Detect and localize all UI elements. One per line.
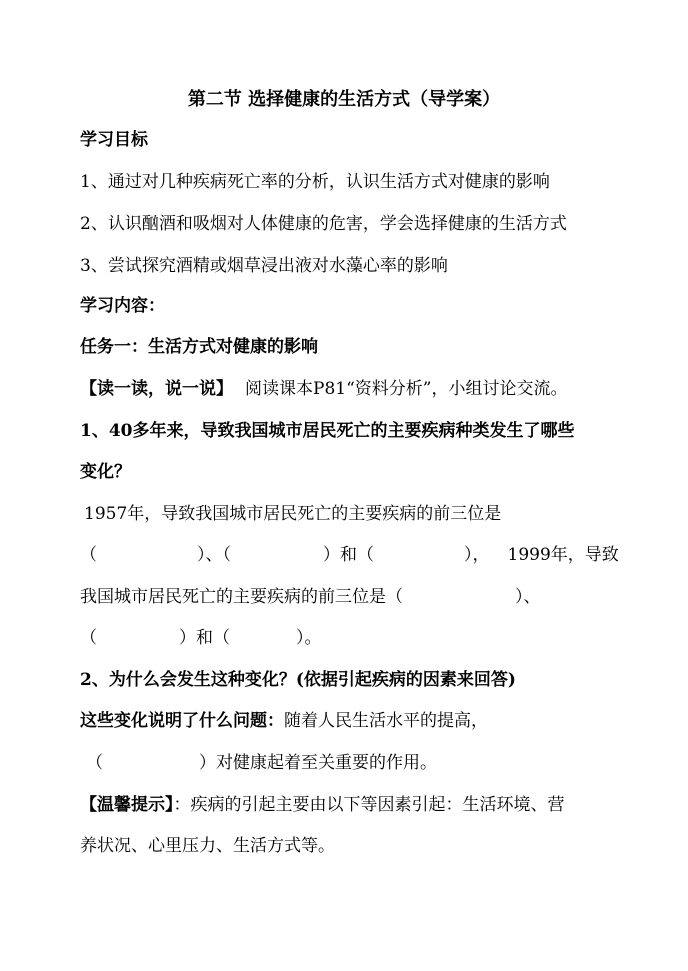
explain-line-1 xyxy=(80,709,620,733)
tip-line-2: 养状况、心里压力、生活方式等。 xyxy=(80,836,335,856)
question-2: 2、为什么会发生这种变化？(依据引起疾病的因素来回答) xyxy=(80,670,516,690)
question-1-line-2: 变化？ xyxy=(80,462,131,482)
answer-1-line-3 xyxy=(80,585,620,609)
read-tag: 【读一读，说一说】 xyxy=(80,379,233,399)
blank-sep-4: ）、 xyxy=(515,587,541,607)
objective-item-1: 1、通过对几种疾病死亡率的分析，认识生活方式对健康的影响 xyxy=(80,172,550,192)
tip-tag: 【温馨提示】 xyxy=(80,795,174,815)
tip-line-1 xyxy=(80,793,620,817)
blank-close-6: ）。 xyxy=(296,628,322,648)
objectives-heading: 学习目标 xyxy=(80,130,148,150)
answer-1-text-3: 我国城市居民死亡的主要疾病的前三位是（ xyxy=(80,587,403,607)
explain-text: 随着人民生活水平的提高， xyxy=(284,711,488,731)
answer-1-text-1: 1957年，导致我国城市居民死亡的主要疾病的前三位是 xyxy=(84,504,502,524)
page-title: 第二节 选择健康的生活方式（导学案） xyxy=(187,89,501,110)
blank-sep-1: ）、（ xyxy=(197,545,231,565)
task1-heading: 任务一：生活方式对健康的影响 xyxy=(80,337,318,357)
blank-open-5: （ xyxy=(80,628,97,648)
answer-1-line-2 xyxy=(80,543,620,567)
answer-1-line-4 xyxy=(80,626,620,650)
blank-open-1: （ xyxy=(80,545,97,565)
blank-sep-2: ）和（ xyxy=(323,545,374,565)
question-1-line-1: 1、40多年来，导致我国城市居民死亡的主要疾病种类发生了哪些 xyxy=(80,421,575,441)
read-text: 阅读课本P81“资料分析”，小组讨论交流。 xyxy=(245,379,568,399)
tip-text: ：疾病的引起主要由以下等因素引起：生活环境、营 xyxy=(173,795,565,815)
answer-1-text-2: 1999年，导致 xyxy=(507,545,619,565)
explain-text-2: ）对健康起着至关重要的作用。 xyxy=(199,753,437,773)
explain-line-2 xyxy=(80,751,620,775)
content-heading: 学习内容： xyxy=(80,296,165,316)
blank-open-7: （ xyxy=(86,753,103,773)
blank-close-3: ）， xyxy=(464,545,490,565)
objective-item-3: 3、尝试探究酒精或烟草浸出液对水藻心率的影响 xyxy=(80,256,448,276)
blank-sep-5: ）和（ xyxy=(179,628,230,648)
explain-bold: 这些变化说明了什么问题： xyxy=(80,711,284,731)
read-activity xyxy=(80,377,620,401)
answer-1-line-1 xyxy=(80,502,620,526)
objective-item-2: 2、认识酗酒和吸烟对人体健康的危害，学会选择健康的生活方式 xyxy=(80,214,567,234)
